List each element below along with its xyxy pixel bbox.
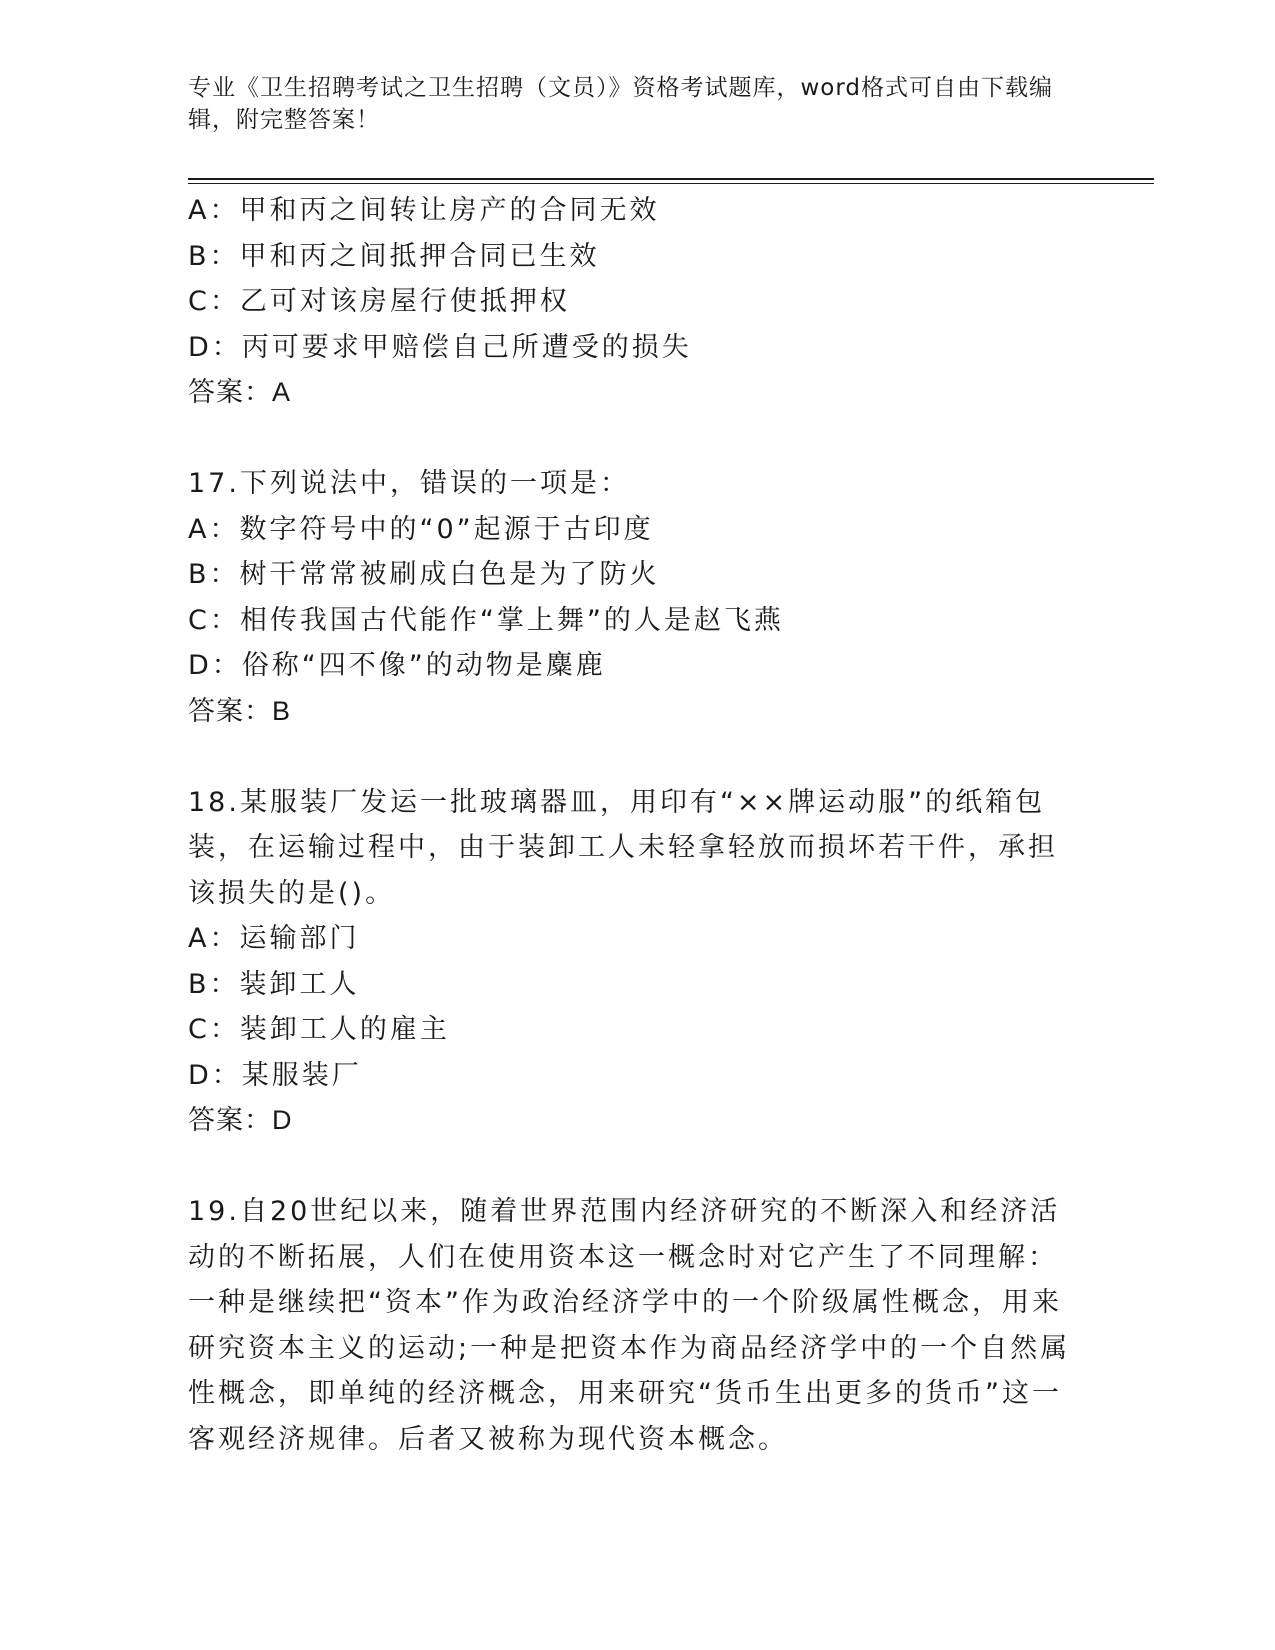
option-c: C：相传我国古代能作“掌上舞”的人是赵飞燕	[188, 604, 784, 636]
question-16	[188, 188, 1078, 416]
option-d: D：某服装厂	[188, 1059, 362, 1091]
question-18	[188, 780, 1078, 1144]
answer: 答案：A	[188, 377, 292, 407]
header-divider-thick	[188, 178, 1154, 180]
question-17	[188, 461, 1078, 734]
option-d: D：俗称“四不像”的动物是麋鹿	[188, 650, 606, 681]
header-divider-thin	[188, 183, 1154, 184]
option-a: A：数字符号中的“0”起源于古印度	[188, 513, 654, 545]
spacer	[188, 1144, 1078, 1190]
option-c: C：乙可对该房屋行使抵押权	[188, 286, 570, 317]
answer: 答案：D	[188, 1105, 293, 1135]
question-content	[188, 188, 1078, 1462]
answer: 答案：B	[188, 695, 292, 726]
question-19	[188, 1189, 1078, 1462]
option-b: B：装卸工人	[188, 968, 360, 1000]
question-stem: 19.自20世纪以来，随着世界范围内经济研究的不断深入和经济活动的不断拓展，人们在使用资本这一概念时对它产生了不同理解：一种是继续把“资本”作为政治经济学中的一个阶级属性概念，用来研究资本主义的运动;一种是把资本作为商品经济学中的一个自然属性概念，即单纯的经济概念，用来研究“货币生出更多的货币”这一客观经济规律。后者又被称为现代资本概念。	[188, 1196, 1071, 1455]
spacer	[188, 416, 1078, 462]
option-c: C：装卸工人的雇主	[188, 1014, 450, 1045]
option-d: D：丙可要求甲赔偿自己所遭受的损失	[188, 331, 692, 363]
option-a: A：甲和丙之间转让房产的合同无效	[188, 195, 660, 226]
spacer	[188, 734, 1078, 780]
option-b: B：树干常常被刷成白色是为了防火	[188, 559, 660, 590]
page-header: 专业《卫生招聘考试之卫生招聘（文员）》资格考试题库，word格式可自由下载编辑，附完整答案！	[188, 75, 1054, 133]
option-a: A：运输部门	[188, 923, 360, 954]
option-b: B：甲和丙之间抵押合同已生效	[188, 240, 600, 272]
question-stem: 17.下列说法中，错误的一项是：	[188, 468, 630, 499]
question-stem: 18.某服装厂发运一批玻璃器皿，用印有“××牌运动服”的纸箱包装，在运输过程中，由于装卸工人未轻拿轻放而损坏若干件，承担该损失的是()。	[188, 786, 1058, 909]
